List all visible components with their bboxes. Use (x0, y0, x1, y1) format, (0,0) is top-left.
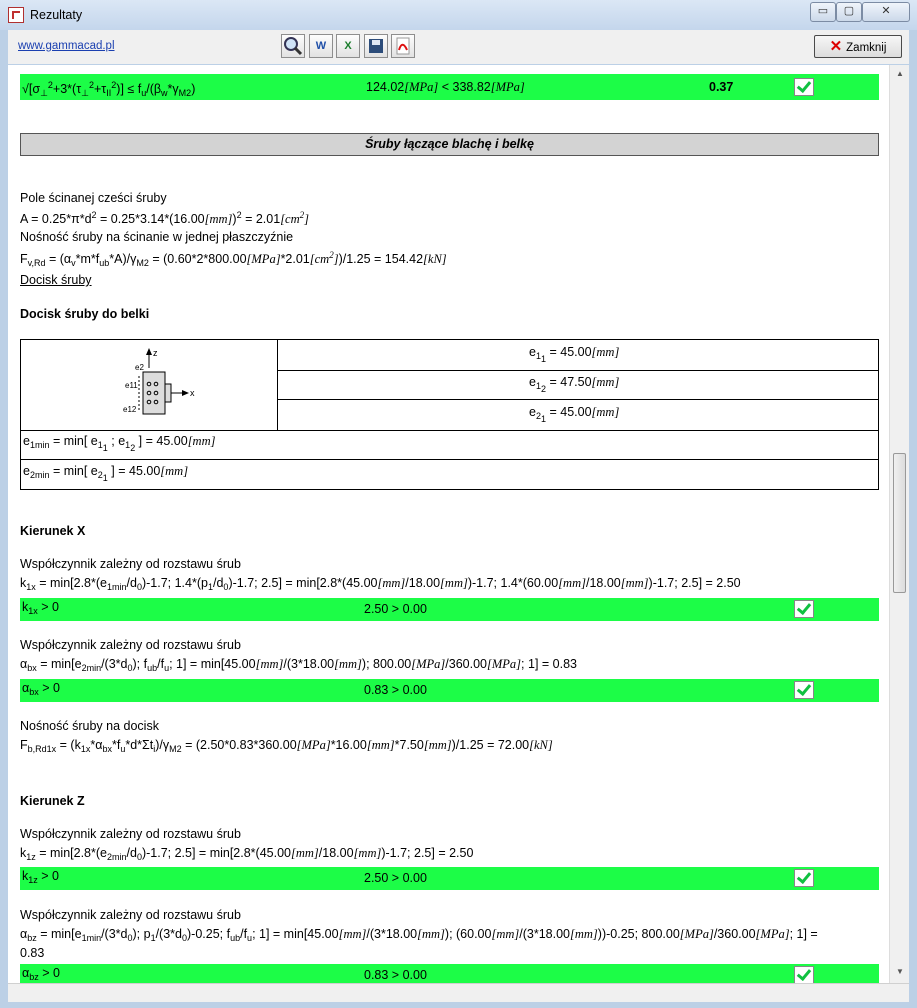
check-row-k1x: $k_{1x} > 0$ 2.50 > 0.00 (20, 598, 879, 621)
k1z-formula: $k_{1z} = \min[2.8*(e_{2min}/d_0)-1.7$; 2.5] = min[2.8*(45.00[mm]/18.00[mm])-1.7; 2.5] = 2.50 (20, 846, 474, 862)
vertical-scrollbar[interactable] (889, 65, 909, 983)
weld-value: 124.02[MPa] < 338.82[MPa] (366, 80, 525, 94)
e1min-formula: $e_{1min} = \min$[ $e_{1_1}$ ; $e_{1_2}$ ] = 45.00[mm] (23, 434, 216, 453)
edge-distance-table (20, 339, 879, 490)
alpha-bx-check-value: 0.83 > 0.00 (364, 683, 427, 697)
direction-x-heading: Kierunek X (20, 524, 86, 538)
window-title: Rezultaty (30, 8, 83, 22)
alpha-bz-formula: $\alpha_{bz} = \min[e_{1min}/(3*d_0)$; $p_1/(3*d_0)-0.25$; $f_{ub}/f_u$; 1] = min[45.00[mm]/(3*18.00[mm]); (60.00[mm]/(3*18.00[mm]))-0.25; 800.00[MPa]/360.00[MPa]; 1] = (20, 927, 818, 943)
excel-export-icon[interactable]: X (336, 34, 360, 58)
scroll-thumb[interactable] (893, 453, 906, 593)
bearing-heading: Docisk śruby do belki (20, 307, 150, 321)
bearing-link[interactable]: Docisk śruby (20, 273, 92, 287)
bolt-layout-diagram (109, 346, 199, 418)
e12-value: $e_{1_2} = 47.50[mm]$ (529, 375, 620, 394)
bearing-capacity-formula: $F_{b,Rd1x} = (k_{1x}*\alpha_{bx}*f_u*d*\Sigma t_i)/\gamma_{M2} = (2.50*0.83*360.00[MPa]*16.00[mm]*7.50[mm])/1.25 = 72.00[kN]$ (20, 738, 553, 754)
search-preview-icon[interactable] (281, 34, 305, 58)
k1z-check-value: 2.50 > 0.00 (364, 871, 427, 885)
check-icon (794, 966, 814, 983)
bearing-capacity-label: Nośność śruby na docisk (20, 719, 159, 733)
alpha-bx-label: Współczynnik zależny od rozstawu śrub (20, 638, 241, 652)
save-icon[interactable] (364, 34, 388, 58)
k1x-check-value: 2.50 > 0.00 (364, 602, 427, 616)
check-icon (794, 681, 814, 699)
close-icon: ✕ (829, 38, 843, 55)
scroll-down-icon[interactable]: ▼ (896, 967, 904, 976)
check-row-k1z: $k_{1z} > 0$ 2.50 > 0.00 (20, 867, 879, 890)
pdf-export-icon[interactable] (391, 34, 415, 58)
section-heading: Śruby łączące blachę i belkę (20, 133, 879, 156)
website-link[interactable]: www.gammacad.pl (18, 40, 115, 52)
check-icon (794, 78, 814, 96)
svg-text:z: z (153, 348, 158, 358)
alpha-bz-check-value: 0.83 > 0.00 (364, 968, 427, 982)
app-icon (8, 7, 24, 23)
word-export-icon[interactable]: W (309, 34, 333, 58)
e21-value: $e_{2_1} = 45.00[mm]$ (529, 405, 620, 424)
minimize-button[interactable]: ▭ (810, 2, 836, 22)
check-icon (794, 600, 814, 618)
report-content (8, 65, 889, 983)
window-close-button[interactable]: ✕ (862, 2, 910, 22)
svg-text:e2: e2 (135, 363, 144, 372)
weld-ratio: 0.37 (709, 80, 734, 94)
direction-z-heading: Kierunek Z (20, 794, 85, 808)
check-row-alpha-bx: $\alpha_{bx} > 0$ 0.83 > 0.00 (20, 679, 879, 702)
weld-formula: $√[\sigma_\perp^2+3*(\tau_\perp^2+\tau_{II}^2)] \le f_u/(\beta_w*\gamma_{M2})$ (22, 80, 196, 98)
shear-capacity-formula: $F_{v,Rd} = (\alpha_v*m*f_{ub}*A)/\gamma_{M2} = (0.60*2*800.00[MPa]*2.01[cm^2])/1.25 = 154.42[kN]$ (20, 250, 447, 268)
e2min-formula: $e_{2min} = \min$[ $e_{2_1}$ ] = 45.00[mm] (23, 464, 189, 483)
svg-text:x: x (190, 388, 195, 398)
k1x-label: Współczynnik zależny od rozstawu śrub (20, 557, 241, 571)
shear-area-label: Pole ścinanej cześci śruby (20, 191, 167, 205)
svg-text:e11: e11 (125, 381, 138, 390)
alpha-bz-result: 0.83 (20, 946, 45, 960)
svg-text:e12: e12 (123, 405, 137, 414)
k1z-label: Współczynnik zależny od rozstawu śrub (20, 827, 241, 841)
k1x-formula: $k_{1x} = \min[2.8*(e_{1min}/d_0)-1.7$; $1.4*(p_1/d_0)-1.7$; 2.5] = min[2.8*(45.00[mm]/18.00[mm])-1.7; 1.4*(60.00[mm]/18.00[mm])-1.7; 2.5] = 2.50 (20, 576, 741, 592)
check-icon (794, 869, 814, 887)
shear-capacity-label: Nośność śruby na ścinanie w jednej płaszczyźnie (20, 230, 294, 244)
alpha-bx-formula: $\alpha_{bx} = \min[e_{2min}/(3*d_0)$; $f_{ub}/f_u$; 1] = min[45.00[mm]/(3*18.00[mm]); 800.00[MPa]/360.00[MPa]; 1] = 0.83 (20, 657, 577, 673)
scroll-up-icon[interactable]: ▲ (896, 69, 904, 78)
title-bar (0, 0, 917, 30)
shear-area-formula: $A = 0.25*\pi*d^2 = 0.25*3.14*(16.00[mm])^2 = 2.01[cm^2]$ (20, 210, 310, 226)
check-row-weld (20, 74, 879, 100)
toolbar (8, 30, 909, 64)
maximize-button[interactable]: ▢ (836, 2, 862, 22)
close-report-button[interactable] (814, 35, 902, 58)
check-row-alpha-bz: $\alpha_{bz} > 0$ 0.83 > 0.00 (20, 964, 879, 983)
close-button-label: Zamknij (846, 42, 887, 54)
alpha-bz-label: Współczynnik zależny od rozstawu śrub (20, 908, 241, 922)
e11-value: $e_{1_1} = 45.00[mm]$ (529, 345, 620, 364)
status-bar (8, 983, 909, 1002)
